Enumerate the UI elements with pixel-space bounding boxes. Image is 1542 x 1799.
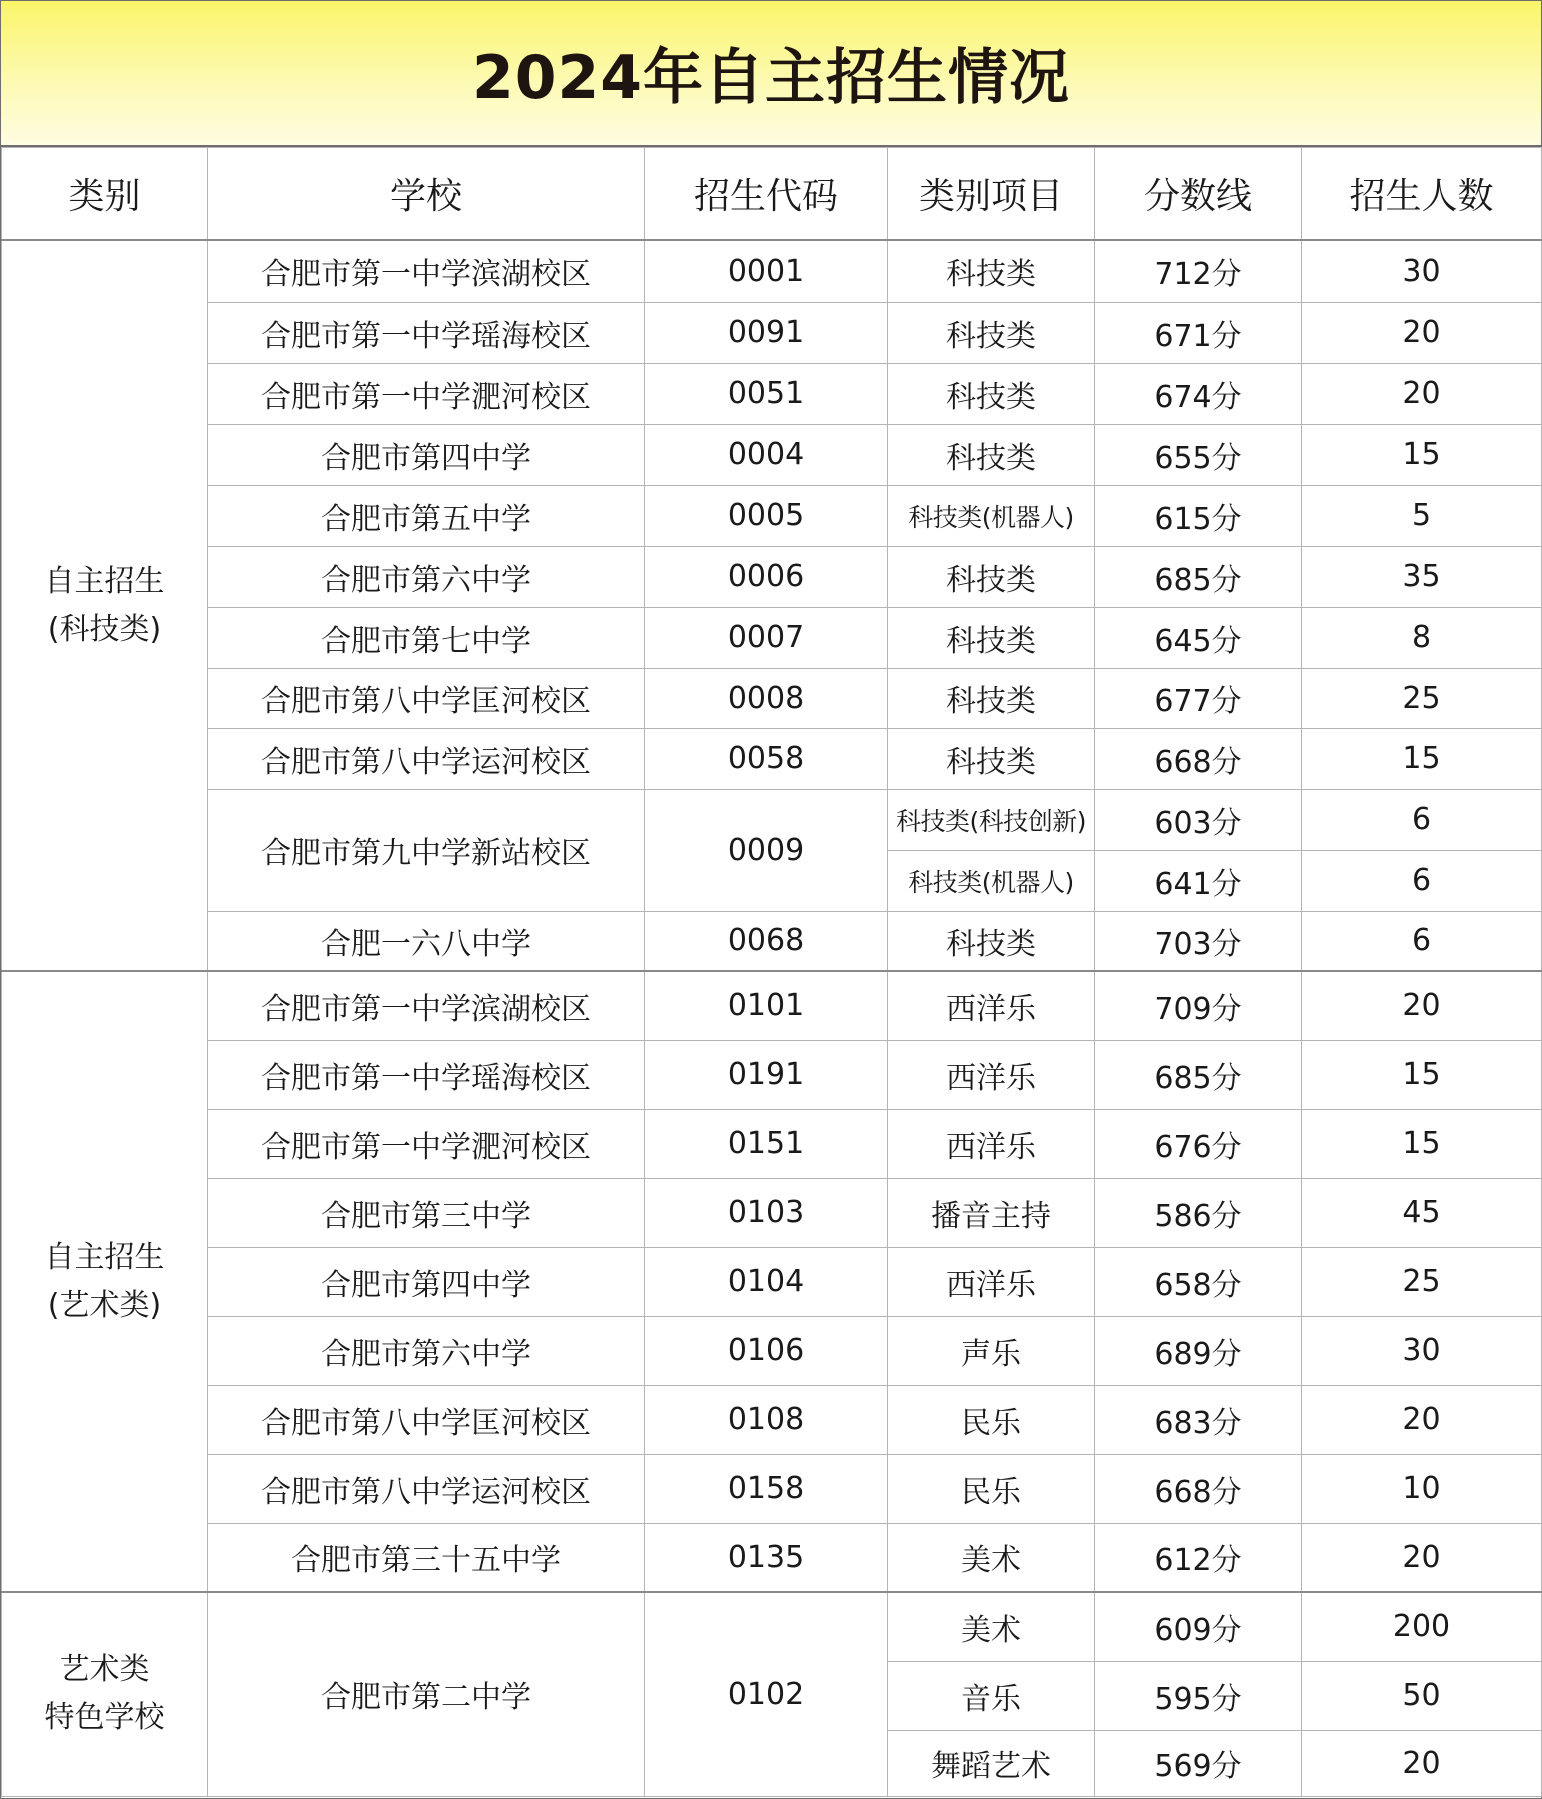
item-cell: 播音主持 (888, 1178, 1095, 1247)
score-cell: 586分 (1095, 1178, 1302, 1247)
count-cell: 6 (1302, 911, 1542, 971)
count-cell: 6 (1302, 850, 1542, 911)
table-row (2, 485, 1542, 546)
table-row (2, 668, 1542, 728)
code-cell: 0135 (645, 1523, 888, 1592)
score-cell: 655分 (1095, 424, 1302, 485)
score-cell: 703分 (1095, 911, 1302, 971)
table-row (2, 971, 1542, 1040)
code-cell: 0108 (645, 1385, 888, 1454)
code-cell: 0151 (645, 1109, 888, 1178)
count-cell: 20 (1302, 363, 1542, 424)
score-cell: 689分 (1095, 1316, 1302, 1385)
count-cell: 35 (1302, 546, 1542, 607)
item-cell: 科技类 (888, 363, 1095, 424)
count-cell: 30 (1302, 1316, 1542, 1385)
item-cell: 科技类 (888, 546, 1095, 607)
school-cell: 合肥市第一中学淝河校区 (208, 1109, 645, 1178)
count-cell: 10 (1302, 1454, 1542, 1523)
header-category: 类别 (2, 148, 208, 241)
table-row (2, 1316, 1542, 1385)
count-cell: 30 (1302, 240, 1542, 302)
code-cell: 0006 (645, 546, 888, 607)
code-cell: 0106 (645, 1316, 888, 1385)
category-cell-art (2, 971, 208, 1592)
item-cell: 科技类 (888, 607, 1095, 668)
school-cell: 合肥市第一中学淝河校区 (208, 363, 645, 424)
table-row (2, 607, 1542, 668)
code-cell: 0158 (645, 1454, 888, 1523)
item-cell: 民乐 (888, 1385, 1095, 1454)
table-row (2, 363, 1542, 424)
score-cell: 615分 (1095, 485, 1302, 546)
item-cell: 民乐 (888, 1454, 1095, 1523)
code-cell: 0008 (645, 668, 888, 728)
count-cell: 20 (1302, 1730, 1542, 1796)
table-row (2, 1523, 1542, 1592)
code-cell: 0004 (645, 424, 888, 485)
school-cell: 合肥市第四中学 (208, 1247, 645, 1316)
code-cell: 0009 (645, 789, 888, 911)
score-cell: 676分 (1095, 1109, 1302, 1178)
score-cell: 668分 (1095, 728, 1302, 789)
code-cell: 0191 (645, 1040, 888, 1109)
score-cell: 685分 (1095, 546, 1302, 607)
header-item: 类别项目 (888, 148, 1095, 241)
code-cell: 0001 (645, 240, 888, 302)
score-cell: 677分 (1095, 668, 1302, 728)
school-cell: 合肥市第八中学运河校区 (208, 728, 645, 789)
score-cell: 595分 (1095, 1661, 1302, 1730)
school-cell: 合肥市第七中学 (208, 607, 645, 668)
item-cell: 科技类(机器人) (888, 485, 1095, 546)
category-cell-tech (2, 240, 208, 971)
count-cell: 20 (1302, 971, 1542, 1040)
score-cell: 683分 (1095, 1385, 1302, 1454)
item-cell: 西洋乐 (888, 1040, 1095, 1109)
table-row (2, 1178, 1542, 1247)
score-cell: 685分 (1095, 1040, 1302, 1109)
school-cell: 合肥市第二中学 (208, 1592, 645, 1796)
school-cell: 合肥市第三中学 (208, 1178, 645, 1247)
school-cell: 合肥市第八中学匡河校区 (208, 668, 645, 728)
header-school: 学校 (208, 148, 645, 241)
score-cell: 668分 (1095, 1454, 1302, 1523)
category-line: 自主招生 (44, 1239, 165, 1275)
category-line: 特色学校 (44, 1700, 165, 1736)
code-cell: 0005 (645, 485, 888, 546)
table-row (2, 789, 1542, 850)
count-cell: 25 (1302, 668, 1542, 728)
item-cell: 科技类 (888, 911, 1095, 971)
count-cell: 20 (1302, 1385, 1542, 1454)
school-cell: 合肥市第八中学运河校区 (208, 1454, 645, 1523)
category-line: (科技类) (47, 611, 162, 647)
item-cell: 西洋乐 (888, 1247, 1095, 1316)
item-cell: 美术 (888, 1523, 1095, 1592)
school-cell: 合肥市第六中学 (208, 546, 645, 607)
table-row (2, 240, 1542, 302)
header-code: 招生代码 (645, 148, 888, 241)
school-cell: 合肥市第一中学滨湖校区 (208, 971, 645, 1040)
score-cell: 641分 (1095, 850, 1302, 911)
item-cell: 科技类 (888, 240, 1095, 302)
count-cell: 20 (1302, 1523, 1542, 1592)
header-count: 招生人数 (1302, 148, 1542, 241)
score-cell: 712分 (1095, 240, 1302, 302)
school-cell: 合肥市第六中学 (208, 1316, 645, 1385)
item-cell: 西洋乐 (888, 1109, 1095, 1178)
category-line: 艺术类 (59, 1652, 150, 1688)
item-cell: 科技类 (888, 728, 1095, 789)
school-cell: 合肥市第八中学匡河校区 (208, 1385, 645, 1454)
score-cell: 645分 (1095, 607, 1302, 668)
code-cell: 0102 (645, 1592, 888, 1796)
code-cell: 0051 (645, 363, 888, 424)
score-cell: 609分 (1095, 1592, 1302, 1661)
item-cell: 西洋乐 (888, 971, 1095, 1040)
item-cell: 科技类 (888, 424, 1095, 485)
table-row (2, 728, 1542, 789)
count-cell: 15 (1302, 1040, 1542, 1109)
code-cell: 0101 (645, 971, 888, 1040)
code-cell: 0091 (645, 302, 888, 363)
code-cell: 0007 (645, 607, 888, 668)
table-row (2, 911, 1542, 971)
item-cell: 科技类 (888, 302, 1095, 363)
category-cell-special (2, 1592, 208, 1796)
header-score: 分数线 (1095, 148, 1302, 241)
school-cell: 合肥市第九中学新站校区 (208, 789, 645, 911)
code-cell: 0103 (645, 1178, 888, 1247)
item-cell: 舞蹈艺术 (888, 1730, 1095, 1796)
count-cell: 15 (1302, 424, 1542, 485)
code-cell: 0058 (645, 728, 888, 789)
school-cell: 合肥市第四中学 (208, 424, 645, 485)
item-cell: 音乐 (888, 1661, 1095, 1730)
score-cell: 603分 (1095, 789, 1302, 850)
item-cell: 声乐 (888, 1316, 1095, 1385)
item-cell: 美术 (888, 1592, 1095, 1661)
school-cell: 合肥市第一中学瑶海校区 (208, 1040, 645, 1109)
score-cell: 612分 (1095, 1523, 1302, 1592)
table-row (2, 424, 1542, 485)
item-cell: 科技类(科技创新) (888, 789, 1095, 850)
table-row (2, 1109, 1542, 1178)
score-cell: 709分 (1095, 971, 1302, 1040)
item-cell: 科技类(机器人) (888, 850, 1095, 911)
count-cell: 15 (1302, 1109, 1542, 1178)
item-cell: 科技类 (888, 668, 1095, 728)
table-row (2, 302, 1542, 363)
score-cell: 671分 (1095, 302, 1302, 363)
table-row (2, 1040, 1542, 1109)
school-cell: 合肥一六八中学 (208, 911, 645, 971)
table-row (2, 1385, 1542, 1454)
count-cell: 6 (1302, 789, 1542, 850)
count-cell: 20 (1302, 302, 1542, 363)
school-cell: 合肥市第三十五中学 (208, 1523, 645, 1592)
header-row (2, 148, 1542, 241)
code-cell: 0104 (645, 1247, 888, 1316)
score-cell: 658分 (1095, 1247, 1302, 1316)
count-cell: 45 (1302, 1178, 1542, 1247)
code-cell: 0068 (645, 911, 888, 971)
count-cell: 8 (1302, 607, 1542, 668)
score-cell: 674分 (1095, 363, 1302, 424)
admission-table (1, 147, 1542, 1797)
title-banner (1, 1, 1541, 147)
count-cell: 15 (1302, 728, 1542, 789)
school-cell: 合肥市第五中学 (208, 485, 645, 546)
school-cell: 合肥市第一中学滨湖校区 (208, 240, 645, 302)
count-cell: 200 (1302, 1592, 1542, 1661)
count-cell: 25 (1302, 1247, 1542, 1316)
score-cell: 569分 (1095, 1730, 1302, 1796)
table-row (2, 1247, 1542, 1316)
category-line: (艺术类) (47, 1287, 162, 1323)
category-line: 自主招生 (44, 563, 165, 599)
table-row (2, 1454, 1542, 1523)
page-title: 2024年自主招生情况 (472, 43, 1070, 113)
count-cell: 5 (1302, 485, 1542, 546)
table-row (2, 1592, 1542, 1661)
school-cell: 合肥市第一中学瑶海校区 (208, 302, 645, 363)
count-cell: 50 (1302, 1661, 1542, 1730)
table-row (2, 546, 1542, 607)
